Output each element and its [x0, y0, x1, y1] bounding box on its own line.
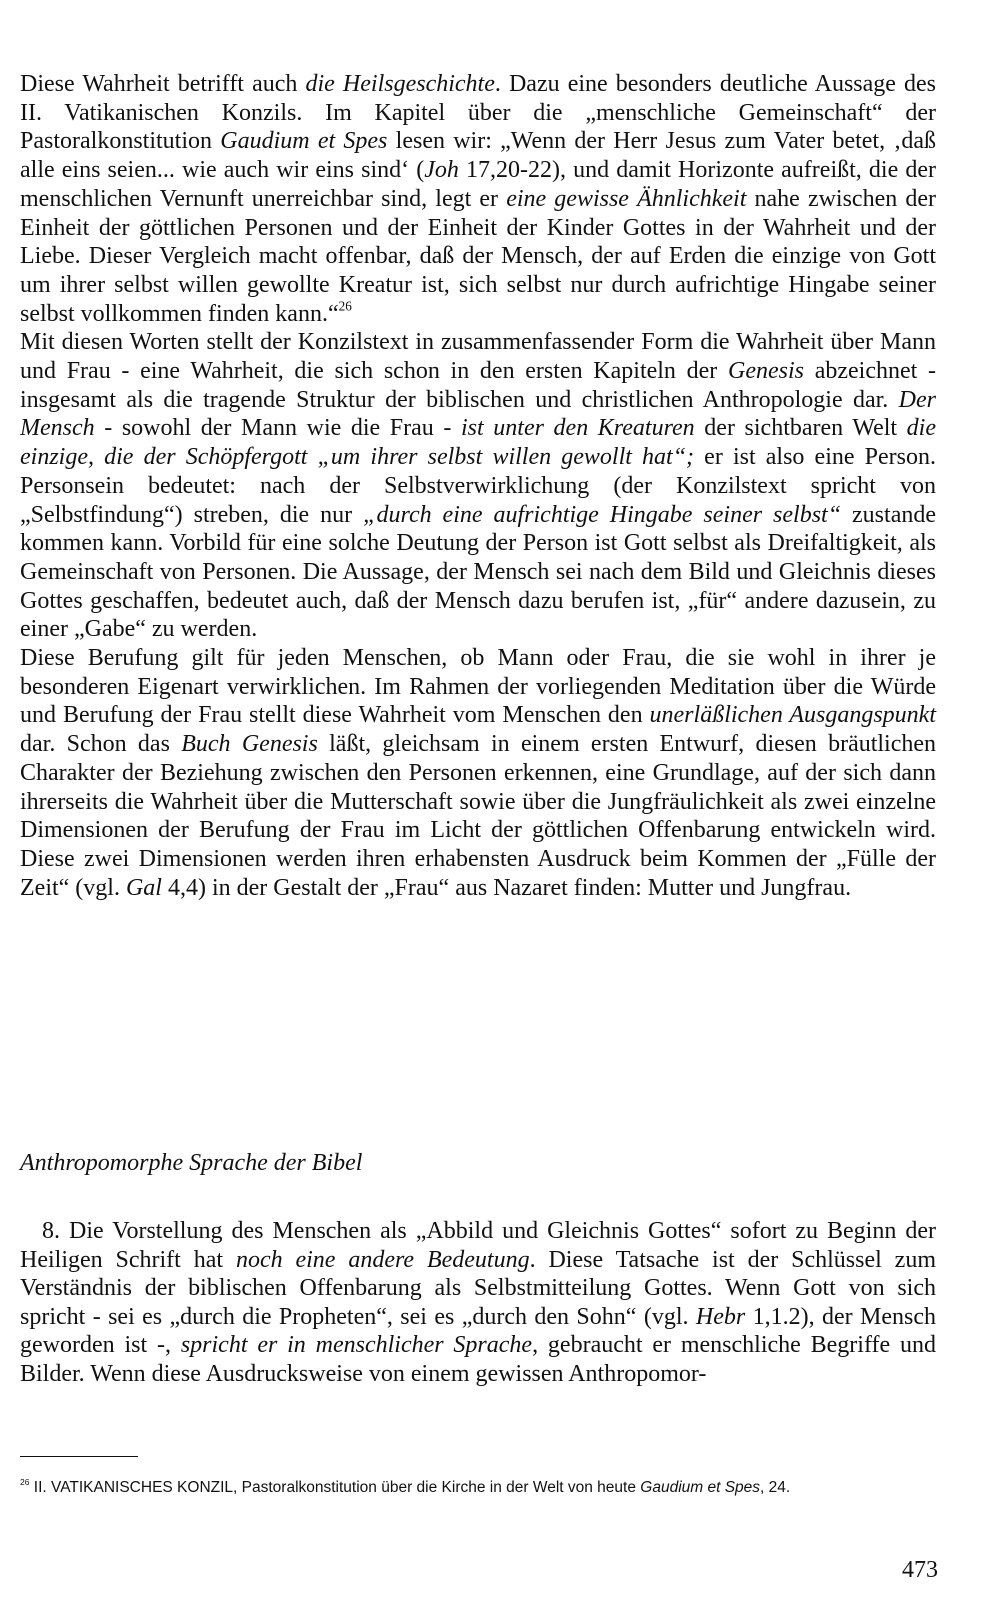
- text-run: der sichtbaren Welt: [694, 415, 907, 442]
- italic-text: Genesis: [728, 358, 804, 385]
- italic-text: Gal: [125, 874, 162, 901]
- italic-text: eine gewisse Ähnlichkeit: [506, 185, 747, 212]
- text-run: lesen wir: „Wenn der Herr Jesus zum Vater betet, ‚daß alle eins seien... wie auch wir eins sind‘ (: [20, 128, 936, 184]
- text-run: Diese Wahrheit betrifft auch: [20, 71, 306, 97]
- italic-text: spricht er in menschlicher Sprache: [180, 1332, 533, 1358]
- footnote-divider: [20, 1456, 138, 1457]
- italic-text: ist unter den Kreaturen: [461, 415, 695, 442]
- italic-text: noch eine andere Bedeutung: [235, 1246, 530, 1273]
- italic-text: „durch eine aufrichtige Hingabe seiner selbst“: [363, 501, 842, 528]
- italic-text: Buch Genesis: [181, 731, 318, 758]
- italic-text: Joh: [424, 157, 459, 184]
- section-text: [20, 1217, 936, 1388]
- footnote-marker: 26: [20, 1477, 30, 1488]
- page-number: 473: [902, 1557, 938, 1583]
- italic-text: Gaudium et Spes: [220, 128, 388, 155]
- paragraph: [20, 328, 936, 644]
- text-run: 1,1.2), der Mensch geworden ist -,: [20, 1303, 936, 1358]
- footnote: [20, 1478, 936, 1498]
- italic-text: die Heilsgeschichte: [305, 71, 495, 97]
- paragraph: [20, 644, 936, 902]
- text-run: , 24.: [760, 1479, 791, 1496]
- text-run: er ist also eine Person. Personsein bedeutet: nach der Selbstverwirklichung (der Konzilstext spricht von „Selbstfindung“) streben, die nur: [20, 444, 936, 528]
- italic-text: Gaudium et Spes: [640, 1479, 761, 1496]
- paragraph: [20, 1217, 936, 1388]
- text-run: zustande kommen kann. Vorbild für eine solche Deutung der Person ist Gott selbst als Dreifaltigkeit, als Gemeinschaft von Personen. Die Aussage, der Mensch sei nach dem Bild und Gleichnis dieses Gottes geschaffen, bedeutet auch, daß der Mensch dazu berufen ist, „für“ andere dazusein, zu einer „Gabe“ zu werden.: [20, 501, 936, 643]
- text-run: nahe zwischen der Einheit der göttlichen Personen und der Einheit der Kinder Gottes in der Wahrheit und der Liebe. Dieser Vergleich macht offenbar, daß der Mensch, der auf Erden die einzige von Gott um ihrer selbst willen gewollte Kreatur ist, sich selbst nur durch aufrichtige Hingabe seiner selbst vollkommen finden kann.“: [20, 185, 937, 327]
- paragraph: [20, 70, 936, 328]
- text-run: 4,4) in der Gestalt der „Frau“ aus Nazaret finden: Mutter und Jungfrau.: [161, 874, 852, 901]
- text-run: 8. Die Vorstellung des Menschen als „Abbild und Gleichnis Gottes“ sofort zu Beginn der Heiligen Schrift hat: [20, 1218, 936, 1273]
- section-heading: Anthropomorphe Sprache der Bibel: [20, 1150, 363, 1176]
- italic-text: Der Mensch: [20, 386, 936, 442]
- text-run: . Dazu eine besonders deutliche Aussage des II. Vatikanischen Konzils. Im Kapitel über die „menschliche Gemeinschaft“ der Pastoralkonstitution: [20, 71, 937, 155]
- text-run: . Diese Tatsache ist der Schlüssel zum Verständnis der biblischen Offenbarung als Selbstmitteilung Gottes. Wenn Gott von sich spricht - sei es „durch die Propheten“, sei es „durch den Sohn“ (vgl.: [20, 1246, 937, 1330]
- text-run: 17,20-22), und damit Horizonte aufreißt, die der menschlichen Vernunft unerreichbar sind, legt er: [20, 157, 936, 212]
- text-run: läßt, gleichsam in einem ersten Entwurf, diesen bräutlichen Charakter der Beziehung zwischen den Personen erkennen, eine Grundlage, auf der sich dann ihrerseits die Wahrheit über die Mutterschaft sowie über die Jungfräulichkeit als zwei einzelne Dimensionen der Berufung der Frau im Licht der göttlichen Offenbarung entwickeln wird. Diese zwei Dimensionen werden ihren erhabensten Ausdruck beim Kommen der „Fülle der Zeit“ (vgl.: [20, 731, 937, 901]
- text-run: , gebraucht er menschliche Begriffe und Bilder. Wenn diese Ausdrucksweise von einem gewissen Anthropomor-: [20, 1332, 937, 1387]
- text-run: Mit diesen Worten stellt der Konzilstext in zusammenfassender Form die Wahrheit über Mann und Frau - eine Wahrheit, die sich schon in den ersten Kapiteln der: [20, 329, 936, 385]
- italic-text: Hebr: [695, 1303, 746, 1330]
- text-run: dar. Schon das: [20, 731, 182, 758]
- italic-text: unerläßlichen Ausgangspunkt: [649, 702, 936, 729]
- text-run: - sowohl der Mann wie die Frau -: [94, 415, 461, 442]
- main-text: [20, 70, 936, 902]
- text-run: Diese Berufung gilt für jeden Menschen, ob Mann oder Frau, die sie wohl in ihrer je besonderen Eigenart verwirklichen. Im Rahmen der vorliegenden Meditation über die Würde und Berufung der Frau stellt diese Wahrheit vom Menschen den: [20, 645, 936, 729]
- footnote-marker: 26: [338, 298, 352, 314]
- italic-text: die einzige, die der Schöpfergott „um ihrer selbst willen gewollt hat“;: [20, 415, 936, 471]
- text-run: abzeichnet - insgesamt als die tragende Struktur der biblischen und christlichen Anthropologie dar.: [20, 358, 936, 413]
- text-run: II. VATIKANISCHES KONZIL, Pastoralkonstitution über die Kirche in der Welt von heute: [29, 1479, 641, 1496]
